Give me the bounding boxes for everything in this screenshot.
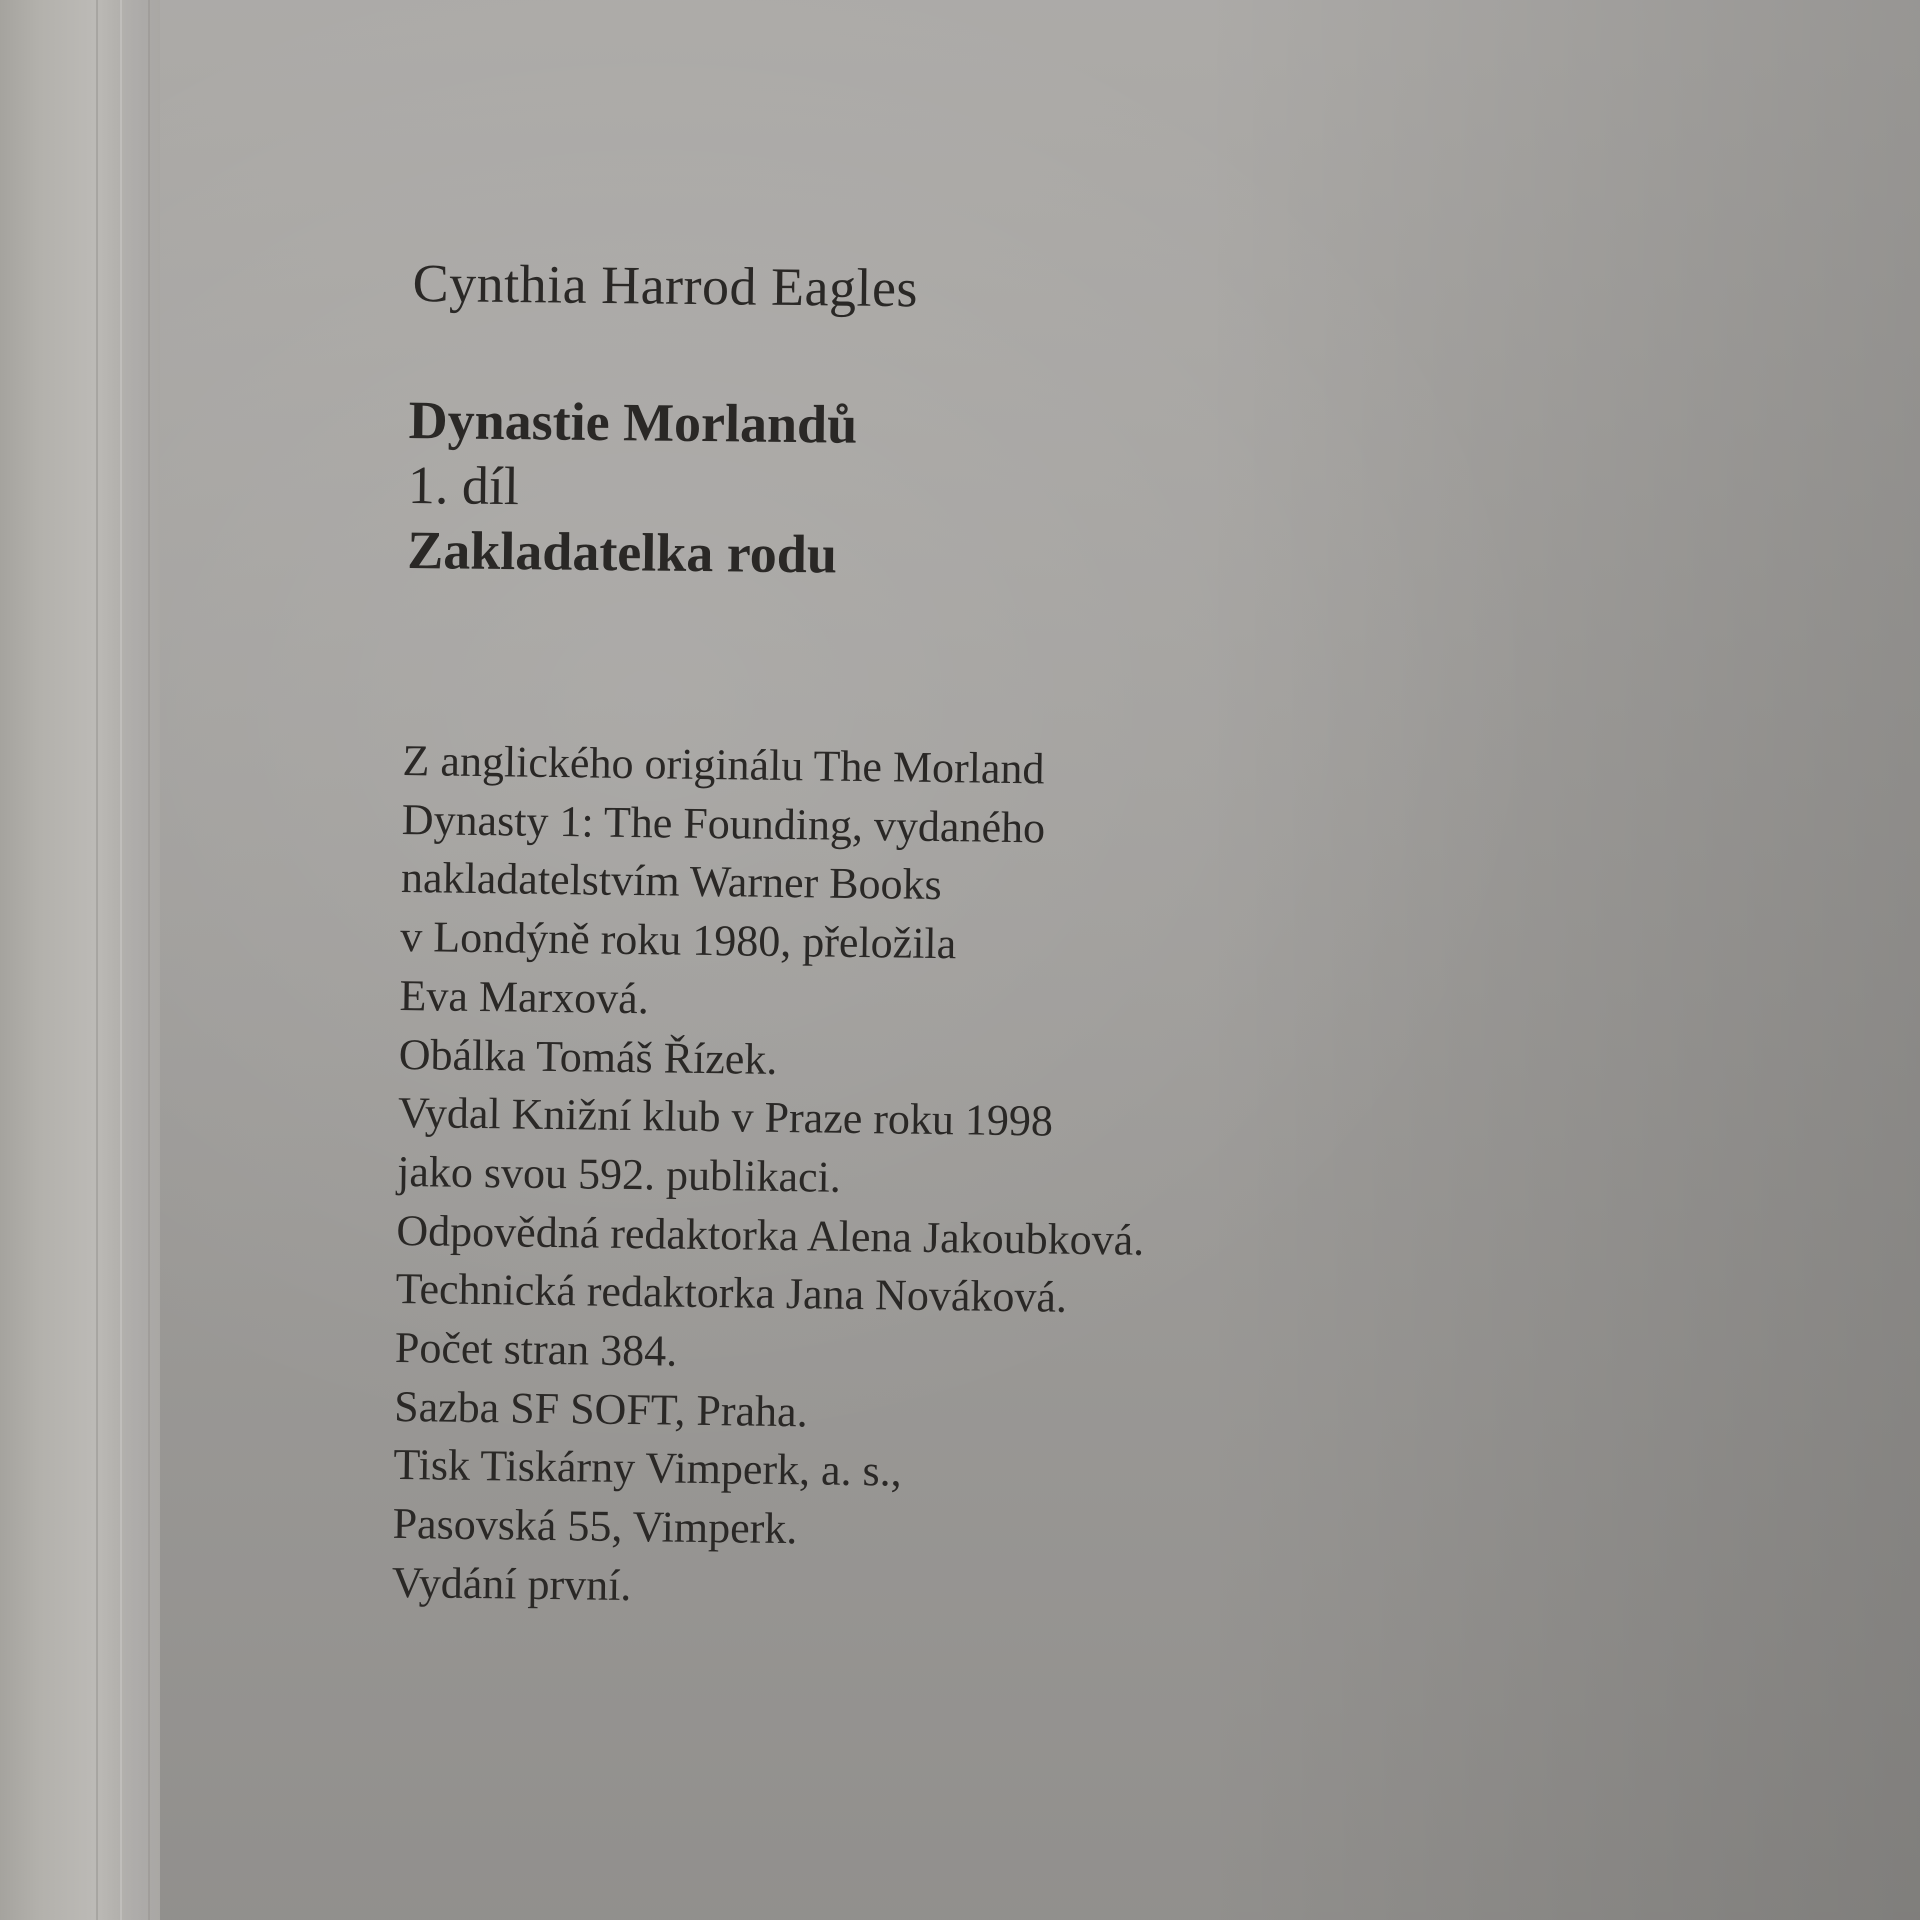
colophon-line: Odpovědná redaktorka Alena Jakoubková.	[396, 1205, 1145, 1265]
colophon-line: Eva Marxová.	[399, 970, 650, 1024]
book-page-edge	[0, 0, 160, 1920]
page-edge-line	[120, 0, 122, 1920]
colophon-line: Technická redaktorka Jana Nováková.	[395, 1264, 1068, 1323]
colophon-line: Obálka Tomáš Řízek.	[398, 1029, 778, 1084]
colophon-line: Tisk Tiskárny Vimperk, a. s.,	[393, 1440, 903, 1497]
title-block	[407, 388, 858, 588]
page-edge-line	[96, 0, 98, 1920]
volume-number: 1. díl	[407, 454, 520, 517]
colophon-line: Sazba SF SOFT, Praha.	[393, 1381, 808, 1437]
colophon-line: Vydal Knižní klub v Praze roku 1998	[397, 1088, 1054, 1146]
colophon-line: Z anglického originálu The Morland	[402, 735, 1045, 794]
colophon-line: Dynasty 1: The Founding, vydaného	[401, 794, 1046, 853]
colophon-line: Pasovská 55, Vimperk.	[392, 1499, 798, 1554]
colophon-line: Počet stran 384.	[394, 1322, 678, 1376]
book-title: Zakladatelka rodu	[406, 519, 838, 585]
colophon	[391, 732, 1150, 1622]
colophon-line: v Londýně roku 1980, přeložila	[400, 912, 957, 969]
colophon-line: jako svou 592. publikaci.	[396, 1146, 842, 1202]
series-title: Dynastie Morlandů	[408, 389, 858, 455]
page-edge-line	[148, 0, 150, 1920]
author-name: Cynthia Harrod Eagles	[412, 252, 919, 319]
colophon-line: nakladatelstvím Warner Books	[400, 853, 943, 910]
colophon-line: Vydání první.	[391, 1557, 632, 1610]
